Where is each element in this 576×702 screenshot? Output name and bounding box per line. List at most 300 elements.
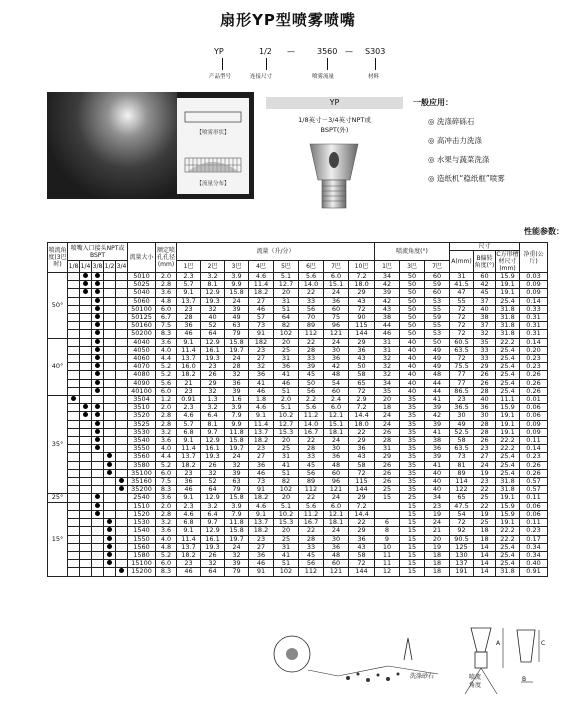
value-cell: 54 bbox=[324, 379, 349, 387]
value-cell: 28 bbox=[375, 437, 400, 445]
value-cell: 44 bbox=[375, 322, 400, 330]
table-row bbox=[48, 404, 548, 412]
value-cell: 79 bbox=[225, 568, 249, 576]
code-separator: — bbox=[287, 47, 295, 56]
value-cell: 60 bbox=[474, 273, 496, 281]
inlet-cell bbox=[68, 494, 80, 502]
value-cell: 0.57 bbox=[520, 486, 548, 494]
value-cell: 19.3 bbox=[201, 355, 225, 363]
value-cell: 29 bbox=[349, 494, 375, 502]
value-cell: 65 bbox=[349, 379, 375, 387]
value-cell: 64 bbox=[274, 314, 299, 322]
table-row bbox=[48, 453, 548, 461]
code-connection: 1/2 bbox=[259, 47, 272, 56]
table-row bbox=[48, 486, 548, 494]
inlet-cell bbox=[104, 404, 116, 412]
value-cell: 26 bbox=[375, 478, 400, 486]
value-cell: 41 bbox=[274, 371, 299, 379]
flow-size-cell: 3504 bbox=[128, 396, 156, 404]
inlet-cell bbox=[104, 560, 116, 568]
inlet-cell bbox=[116, 330, 128, 338]
value-cell: 13.7 bbox=[249, 519, 274, 527]
value-cell: 46 bbox=[249, 305, 274, 313]
value-cell: 24 bbox=[324, 289, 349, 297]
value-cell: 28 bbox=[474, 428, 496, 436]
value-cell: 20 bbox=[375, 396, 400, 404]
value-cell: 32 bbox=[225, 461, 249, 469]
value-cell: 51 bbox=[274, 305, 299, 313]
value-cell: 32 bbox=[201, 387, 225, 395]
value-cell: 19.3 bbox=[201, 453, 225, 461]
value-cell: 15.8 bbox=[225, 289, 249, 297]
flow-size-cell: 5040 bbox=[128, 289, 156, 297]
value-cell: 6.7 bbox=[156, 314, 177, 322]
inlet-cell bbox=[92, 412, 104, 420]
available-dot-icon bbox=[95, 421, 100, 426]
available-dot-icon bbox=[95, 339, 100, 344]
value-cell: 23 bbox=[474, 445, 496, 453]
value-cell: 15.8 bbox=[225, 494, 249, 502]
value-cell: 23 bbox=[177, 469, 201, 477]
flow-size-cell: 5025 bbox=[128, 281, 156, 289]
value-cell: 102 bbox=[274, 330, 299, 338]
value-cell: 19.7 bbox=[225, 535, 249, 543]
value-cell: 18.1 bbox=[324, 428, 349, 436]
value-cell: 121 bbox=[324, 568, 349, 576]
value-cell: 23 bbox=[249, 346, 274, 354]
value-cell: 9.1 bbox=[177, 527, 201, 535]
value-cell: 90 bbox=[349, 314, 375, 322]
value-cell: 35 bbox=[474, 338, 496, 346]
table-row bbox=[48, 338, 548, 346]
value-cell: 58 bbox=[349, 461, 375, 469]
value-cell: 60 bbox=[425, 289, 450, 297]
value-cell: 25.4 bbox=[496, 469, 520, 477]
value-cell: 25 bbox=[400, 494, 425, 502]
flow-size-cell: 3580 bbox=[128, 461, 156, 469]
value-cell: 22 bbox=[349, 428, 375, 436]
value-cell: 35 bbox=[400, 486, 425, 494]
value-cell: 5.6 bbox=[156, 379, 177, 387]
value-cell: 25.4 bbox=[496, 371, 520, 379]
flow-size-cell: 40100 bbox=[128, 387, 156, 395]
inlet-cell bbox=[92, 543, 104, 551]
value-cell: 18.2 bbox=[249, 527, 274, 535]
table-row bbox=[48, 305, 548, 313]
value-cell: 33 bbox=[474, 346, 496, 354]
value-cell: 19.1 bbox=[496, 289, 520, 297]
value-cell: 48 bbox=[324, 551, 349, 559]
flow-size-cell: 50125 bbox=[128, 314, 156, 322]
value-cell: 23 bbox=[177, 305, 201, 313]
header-size-c: C方形槽材尺寸(mm) bbox=[496, 251, 519, 272]
value-cell: 11.4 bbox=[177, 346, 201, 354]
value-cell: 41 bbox=[274, 551, 299, 559]
available-dot-icon bbox=[83, 273, 88, 278]
inlet-cell bbox=[104, 412, 116, 420]
value-cell: 3.6 bbox=[156, 494, 177, 502]
value-cell: 0.57 bbox=[520, 478, 548, 486]
value-cell: 2.8 bbox=[156, 412, 177, 420]
value-cell: 15.9 bbox=[496, 273, 520, 281]
value-cell: 10 bbox=[375, 543, 400, 551]
value-cell: 3.2 bbox=[201, 273, 225, 281]
table-row bbox=[48, 314, 548, 322]
inlet-cell bbox=[116, 543, 128, 551]
value-cell: 36 bbox=[249, 461, 274, 469]
value-cell: 2.0 bbox=[274, 396, 299, 404]
value-cell: 36 bbox=[425, 445, 450, 453]
value-cell: 49 bbox=[425, 355, 450, 363]
value-cell: 40 bbox=[400, 346, 425, 354]
value-cell: 102 bbox=[274, 486, 299, 494]
table-row bbox=[48, 371, 548, 379]
value-cell: 5.2 bbox=[156, 461, 177, 469]
value-cell: 26 bbox=[474, 437, 496, 445]
inlet-cell bbox=[116, 281, 128, 289]
value-cell: 22 bbox=[299, 527, 324, 535]
value-cell: 102 bbox=[274, 568, 299, 576]
value-cell: 41 bbox=[425, 428, 450, 436]
value-cell: 11 bbox=[375, 551, 400, 559]
value-cell: 11.8 bbox=[225, 519, 249, 527]
value-cell: 24 bbox=[324, 527, 349, 535]
value-cell: 40 bbox=[474, 305, 496, 313]
value-cell: 72 bbox=[349, 560, 375, 568]
value-cell: 15 bbox=[400, 568, 425, 576]
inlet-cell bbox=[68, 412, 80, 420]
value-cell: 96 bbox=[324, 478, 349, 486]
value-cell: 40 bbox=[425, 486, 450, 494]
value-cell: 31 bbox=[450, 273, 474, 281]
value-cell: 54 bbox=[450, 510, 474, 518]
inlet-cell bbox=[116, 445, 128, 453]
inlet-cell bbox=[68, 346, 80, 354]
header-angle-pressure: 3巴 bbox=[400, 261, 425, 273]
value-cell: 25.4 bbox=[496, 363, 520, 371]
value-cell: 0.14 bbox=[520, 338, 548, 346]
value-cell: 15.3 bbox=[274, 428, 299, 436]
spray-photo bbox=[47, 92, 254, 199]
value-cell: 22 bbox=[474, 502, 496, 510]
value-cell: 43 bbox=[349, 297, 375, 305]
inlet-cell bbox=[68, 363, 80, 371]
value-cell: 130 bbox=[450, 551, 474, 559]
value-cell: 63 bbox=[225, 322, 249, 330]
inlet-cell bbox=[68, 560, 80, 568]
flow-size-cell: 35100 bbox=[128, 469, 156, 477]
table-row bbox=[48, 428, 548, 436]
value-cell: 49 bbox=[425, 363, 450, 371]
value-cell: 15 bbox=[400, 535, 425, 543]
value-cell: 31 bbox=[375, 346, 400, 354]
value-cell: 0.26 bbox=[520, 379, 548, 387]
value-cell: 53 bbox=[425, 297, 450, 305]
inlet-cell bbox=[104, 281, 116, 289]
inlet-cell bbox=[92, 551, 104, 559]
value-cell: 72 bbox=[450, 305, 474, 313]
code-model: YP bbox=[214, 47, 224, 56]
value-cell: 19.1 bbox=[496, 412, 520, 420]
value-cell: 30 bbox=[324, 535, 349, 543]
inlet-cell bbox=[80, 461, 92, 469]
value-cell: 35 bbox=[400, 437, 425, 445]
inlet-cell bbox=[104, 363, 116, 371]
inlet-cell bbox=[68, 469, 80, 477]
inlet-cell bbox=[80, 330, 92, 338]
value-cell: 77 bbox=[450, 371, 474, 379]
value-cell: 13.7 bbox=[177, 297, 201, 305]
inlet-cell bbox=[68, 478, 80, 486]
available-dot-icon bbox=[95, 388, 100, 393]
inlet-cell bbox=[116, 412, 128, 420]
value-cell: 3.9 bbox=[225, 273, 249, 281]
inlet-cell bbox=[92, 338, 104, 346]
value-cell: 92 bbox=[450, 527, 474, 535]
table-row bbox=[48, 281, 548, 289]
flow-size-cell: 4090 bbox=[128, 379, 156, 387]
value-cell: 24 bbox=[375, 412, 400, 420]
inlet-cell bbox=[116, 469, 128, 477]
inlet-cell bbox=[92, 322, 104, 330]
inlet-cell bbox=[116, 396, 128, 404]
flow-size-cell: 35160 bbox=[128, 478, 156, 486]
value-cell: 12.9 bbox=[201, 527, 225, 535]
inlet-cell bbox=[80, 420, 92, 428]
header-size-a: A(mm) bbox=[450, 251, 474, 273]
flow-size-cell: 4080 bbox=[128, 371, 156, 379]
value-cell: 30 bbox=[450, 412, 474, 420]
value-cell: 0.26 bbox=[520, 387, 548, 395]
value-cell: 15.9 bbox=[496, 404, 520, 412]
inlet-cell bbox=[116, 404, 128, 412]
value-cell: 56 bbox=[299, 469, 324, 477]
inlet-cell bbox=[68, 404, 80, 412]
value-cell: 15 bbox=[375, 494, 400, 502]
value-cell: 41 bbox=[425, 461, 450, 469]
value-cell: 11.2 bbox=[299, 510, 324, 518]
value-cell: 6.4 bbox=[201, 412, 225, 420]
inlet-cell bbox=[116, 428, 128, 436]
available-dot-icon bbox=[107, 560, 112, 565]
inlet-cell bbox=[68, 461, 80, 469]
inlet-cell bbox=[80, 322, 92, 330]
header-flow-pressure: 7巴 bbox=[324, 261, 349, 273]
value-cell: 112 bbox=[299, 330, 324, 338]
table-row bbox=[48, 289, 548, 297]
inlet-cell bbox=[116, 371, 128, 379]
value-cell: 44 bbox=[425, 387, 450, 395]
value-cell: 19 bbox=[425, 510, 450, 518]
value-cell: 50 bbox=[400, 322, 425, 330]
value-cell: 18 bbox=[425, 568, 450, 576]
value-cell: 29 bbox=[349, 338, 375, 346]
value-cell: 42 bbox=[375, 281, 400, 289]
pattern-card bbox=[177, 98, 249, 194]
value-cell: 0.31 bbox=[520, 322, 548, 330]
inlet-cell bbox=[68, 297, 80, 305]
value-cell: 31 bbox=[274, 453, 299, 461]
value-cell: 31.8 bbox=[496, 486, 520, 494]
value-cell: 36 bbox=[324, 297, 349, 305]
value-cell: 3.2 bbox=[201, 404, 225, 412]
value-cell: 32 bbox=[201, 469, 225, 477]
value-cell: 4.6 bbox=[177, 412, 201, 420]
value-cell: 29 bbox=[474, 363, 496, 371]
value-cell: 35 bbox=[400, 420, 425, 428]
value-cell: 0.11 bbox=[520, 494, 548, 502]
header-flow-size: 流量大小 bbox=[128, 243, 156, 273]
performance-table bbox=[47, 242, 548, 577]
available-dot-icon bbox=[83, 289, 88, 294]
value-cell: 9 bbox=[375, 535, 400, 543]
application-item: ◎ 高冲击力洗涤 bbox=[428, 136, 482, 145]
inlet-cell bbox=[68, 387, 80, 395]
spray-image bbox=[47, 92, 177, 199]
flow-size-cell: 35200 bbox=[128, 486, 156, 494]
table-row bbox=[48, 355, 548, 363]
value-cell: 0.06 bbox=[520, 412, 548, 420]
value-cell: 35 bbox=[400, 461, 425, 469]
value-cell: 22 bbox=[299, 437, 324, 445]
value-cell: 0.03 bbox=[520, 273, 548, 281]
value-cell: 14 bbox=[474, 551, 496, 559]
inlet-cell bbox=[116, 314, 128, 322]
value-cell: 50 bbox=[400, 281, 425, 289]
value-cell: 3.6 bbox=[156, 338, 177, 346]
code-separator: — bbox=[345, 47, 353, 56]
value-cell: 38 bbox=[375, 314, 400, 322]
inlet-cell bbox=[92, 355, 104, 363]
value-cell: 39 bbox=[425, 453, 450, 461]
value-cell: 4.6 bbox=[249, 273, 274, 281]
value-cell: 0.09 bbox=[520, 289, 548, 297]
inlet-cell bbox=[80, 346, 92, 354]
value-cell: 15.8 bbox=[225, 338, 249, 346]
header-angle: 喷流角度(3巴时) bbox=[48, 243, 68, 273]
header-angle-pressure: 7巴 bbox=[425, 261, 450, 273]
value-cell: 5.6 bbox=[299, 502, 324, 510]
inlet-cell bbox=[104, 387, 116, 395]
value-cell: 40 bbox=[474, 396, 496, 404]
inlet-cell bbox=[92, 510, 104, 518]
inlet-cell bbox=[104, 437, 116, 445]
value-cell: 144 bbox=[349, 486, 375, 494]
angle-cell: 35° bbox=[48, 396, 68, 494]
value-cell: 25.4 bbox=[496, 355, 520, 363]
value-cell: 79 bbox=[225, 330, 249, 338]
value-cell: 36 bbox=[249, 551, 274, 559]
table-row bbox=[48, 535, 548, 543]
nozzle-image bbox=[306, 140, 362, 212]
table-row bbox=[48, 322, 548, 330]
value-cell: 182 bbox=[249, 338, 274, 346]
value-cell: 46 bbox=[274, 379, 299, 387]
inlet-cell bbox=[104, 469, 116, 477]
value-cell: 6.0 bbox=[156, 387, 177, 395]
inlet-cell bbox=[80, 486, 92, 494]
value-cell: 50 bbox=[400, 314, 425, 322]
value-cell: 7.9 bbox=[225, 412, 249, 420]
value-cell: 35 bbox=[400, 469, 425, 477]
value-cell: 57 bbox=[249, 314, 274, 322]
value-cell: 26 bbox=[375, 428, 400, 436]
flow-size-cell: 3560 bbox=[128, 453, 156, 461]
inlet-cell bbox=[68, 330, 80, 338]
table-row bbox=[48, 560, 548, 568]
value-cell: 6.0 bbox=[324, 404, 349, 412]
available-dot-icon bbox=[95, 437, 100, 442]
value-cell: 15 bbox=[400, 551, 425, 559]
inlet-cell bbox=[92, 289, 104, 297]
value-cell: 72 bbox=[349, 305, 375, 313]
value-cell: 50 bbox=[425, 338, 450, 346]
inlet-cell bbox=[104, 273, 116, 281]
inlet-cell bbox=[92, 535, 104, 543]
code-label-model: 产品型号 bbox=[209, 74, 232, 80]
inlet-cell bbox=[116, 453, 128, 461]
value-cell: 89 bbox=[299, 322, 324, 330]
inlet-cell bbox=[92, 437, 104, 445]
value-cell: 51 bbox=[274, 387, 299, 395]
value-cell: 28 bbox=[474, 387, 496, 395]
inlet-cell bbox=[68, 273, 80, 281]
flow-size-cell: 50160 bbox=[128, 322, 156, 330]
value-cell: 5.1 bbox=[274, 404, 299, 412]
value-cell: 2.3 bbox=[177, 273, 201, 281]
flow-size-cell: 1550 bbox=[128, 535, 156, 543]
available-dot-icon bbox=[95, 429, 100, 434]
inlet-cell bbox=[68, 281, 80, 289]
value-cell: 115 bbox=[349, 322, 375, 330]
value-cell: 0.40 bbox=[520, 560, 548, 568]
value-cell: 89 bbox=[450, 469, 474, 477]
applications-title: 一般应用： bbox=[413, 98, 453, 107]
flow-size-cell: 3540 bbox=[128, 437, 156, 445]
value-cell: 18.1 bbox=[324, 519, 349, 527]
value-cell: 15.1 bbox=[324, 281, 349, 289]
value-cell: 33 bbox=[299, 543, 324, 551]
value-cell: 14 bbox=[474, 568, 496, 576]
value-cell: 26 bbox=[375, 469, 400, 477]
value-cell: 27 bbox=[249, 355, 274, 363]
value-cell: 4.4 bbox=[156, 453, 177, 461]
value-cell: 81 bbox=[450, 461, 474, 469]
value-cell: 51 bbox=[274, 469, 299, 477]
value-cell: 112 bbox=[299, 486, 324, 494]
inlet-cell bbox=[116, 346, 128, 354]
value-cell: 24 bbox=[225, 543, 249, 551]
inlet-cell bbox=[68, 527, 80, 535]
inlet-cell bbox=[68, 453, 80, 461]
flow-size-cell: 3550 bbox=[128, 445, 156, 453]
value-cell: 64 bbox=[201, 330, 225, 338]
value-cell: 51 bbox=[274, 560, 299, 568]
value-cell: 27 bbox=[249, 543, 274, 551]
value-cell: 46 bbox=[177, 330, 201, 338]
value-cell: 1.3 bbox=[201, 396, 225, 404]
inlet-cell bbox=[80, 478, 92, 486]
value-cell: 18 bbox=[375, 404, 400, 412]
value-cell: 8.1 bbox=[201, 420, 225, 428]
value-cell: 4.0 bbox=[156, 346, 177, 354]
flow-distribution-label: 【流量分布】 bbox=[196, 181, 230, 187]
value-cell: 12.9 bbox=[201, 494, 225, 502]
value-cell: 19.3 bbox=[201, 297, 225, 305]
flow-size-cell: 4060 bbox=[128, 355, 156, 363]
value-cell: 35 bbox=[400, 445, 425, 453]
value-cell: 125 bbox=[450, 543, 474, 551]
